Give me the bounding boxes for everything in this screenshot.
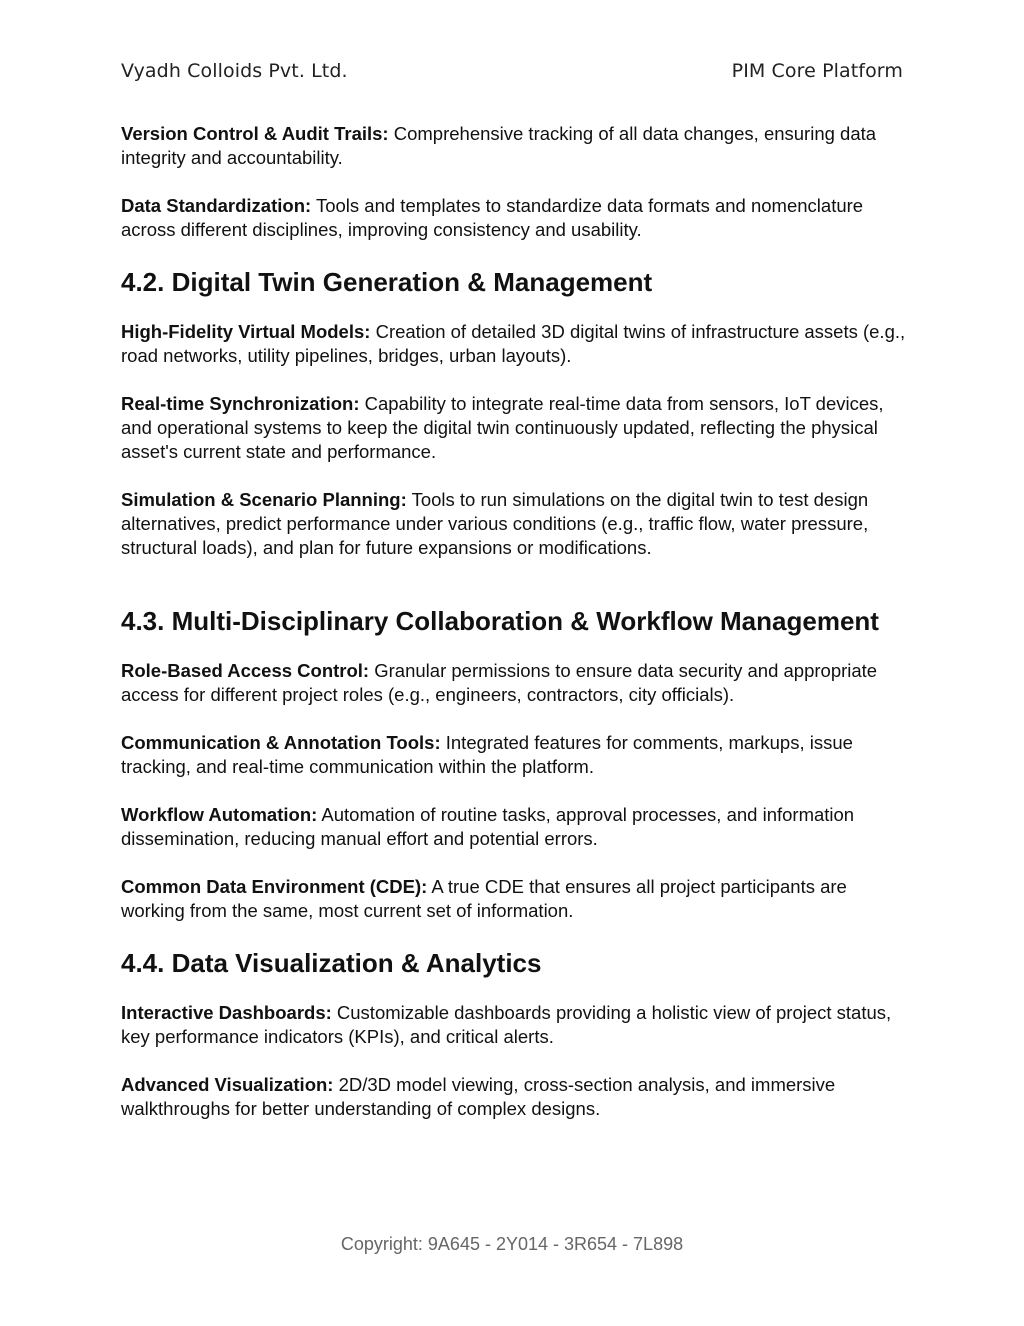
- text-communication-tools: Integrated features for comments, markups, issue tracking, and real-time communication within the platform.: [121, 732, 853, 777]
- header-product-name: PIM Core Platform: [731, 60, 903, 82]
- term-advanced-visualization: Advanced Visualization:: [121, 1074, 334, 1095]
- term-interactive-dashboards: Interactive Dashboards:: [121, 1002, 332, 1023]
- text-advanced-visualization: 2D/3D model viewing, cross-section analysis, and immersive walkthroughs for better understanding of complex designs.: [121, 1074, 836, 1119]
- term-cde: Common Data Environment (CDE):: [121, 876, 428, 897]
- paragraph-workflow-automation: [121, 803, 911, 851]
- section-heading-4-4: 4.4. Data Visualization & Analytics: [121, 948, 542, 978]
- term-high-fidelity-models: High-Fidelity Virtual Models:: [121, 321, 371, 342]
- text-high-fidelity-models: Creation of detailed 3D digital twins of infrastructure assets (e.g., road networks, utility pipelines, bridges, urban layouts).: [121, 321, 906, 366]
- text-cde: A true CDE that ensures all project participants are working from the same, most current set of information.: [121, 876, 847, 921]
- paragraph-realtime-sync: [121, 392, 911, 464]
- term-version-control: Version Control & Audit Trails:: [121, 123, 389, 144]
- term-data-standardization: Data Standardization:: [121, 195, 312, 216]
- text-workflow-automation: Automation of routine tasks, approval processes, and information dissemination, reducing manual effort and potential errors.: [121, 804, 855, 849]
- term-communication-tools: Communication & Annotation Tools:: [121, 732, 441, 753]
- term-realtime-sync: Real-time Synchronization:: [121, 393, 360, 414]
- paragraph-simulation-planning: [121, 488, 911, 560]
- term-simulation-planning: Simulation & Scenario Planning:: [121, 489, 407, 510]
- header-company-name: Vyadh Colloids Pvt. Ltd.: [121, 60, 348, 82]
- term-workflow-automation: Workflow Automation:: [121, 804, 318, 825]
- paragraph-version-control: [121, 122, 911, 170]
- document-body: [121, 122, 911, 1121]
- section-heading-4-2: 4.2. Digital Twin Generation & Management: [121, 267, 653, 297]
- paragraph-data-standardization: [121, 194, 911, 242]
- paragraph-role-access: [121, 659, 911, 707]
- paragraph-advanced-visualization: [121, 1073, 911, 1121]
- text-version-control: Comprehensive tracking of all data changes, ensuring data integrity and accountability.: [121, 123, 877, 168]
- term-role-access: Role-Based Access Control:: [121, 660, 370, 681]
- paragraph-communication-tools: [121, 731, 911, 779]
- paragraph-interactive-dashboards: [121, 1001, 911, 1049]
- paragraph-cde: [121, 875, 911, 923]
- section-heading-4-3: 4.3. Multi-Disciplinary Collaboration & Workflow Management: [121, 606, 879, 636]
- text-simulation-planning: Tools to run simulations on the digital twin to test design alternatives, predict performance under various conditions (e.g., traffic flow, water pressure, structural loads), and plan for future expansions or modifications.: [121, 489, 869, 558]
- text-role-access: Granular permissions to ensure data security and appropriate access for different project roles (e.g., engineers, contractors, city officials).: [121, 660, 878, 705]
- footer-copyright: Copyright: 9A645 - 2Y014 - 3R654 - 7L898: [340, 1234, 684, 1254]
- text-realtime-sync: Capability to integrate real-time data from sensors, IoT devices, and operational systems to keep the digital twin continuously updated, reflecting the physical asset's current state and performance.: [121, 393, 884, 462]
- text-interactive-dashboards: Customizable dashboards providing a holistic view of project status, key performance indicators (KPIs), and critical alerts.: [121, 1002, 892, 1047]
- paragraph-high-fidelity-models: [121, 320, 911, 368]
- text-data-standardization: Tools and templates to standardize data formats and nomenclature across different disciplines, improving consistency and usability.: [121, 195, 864, 240]
